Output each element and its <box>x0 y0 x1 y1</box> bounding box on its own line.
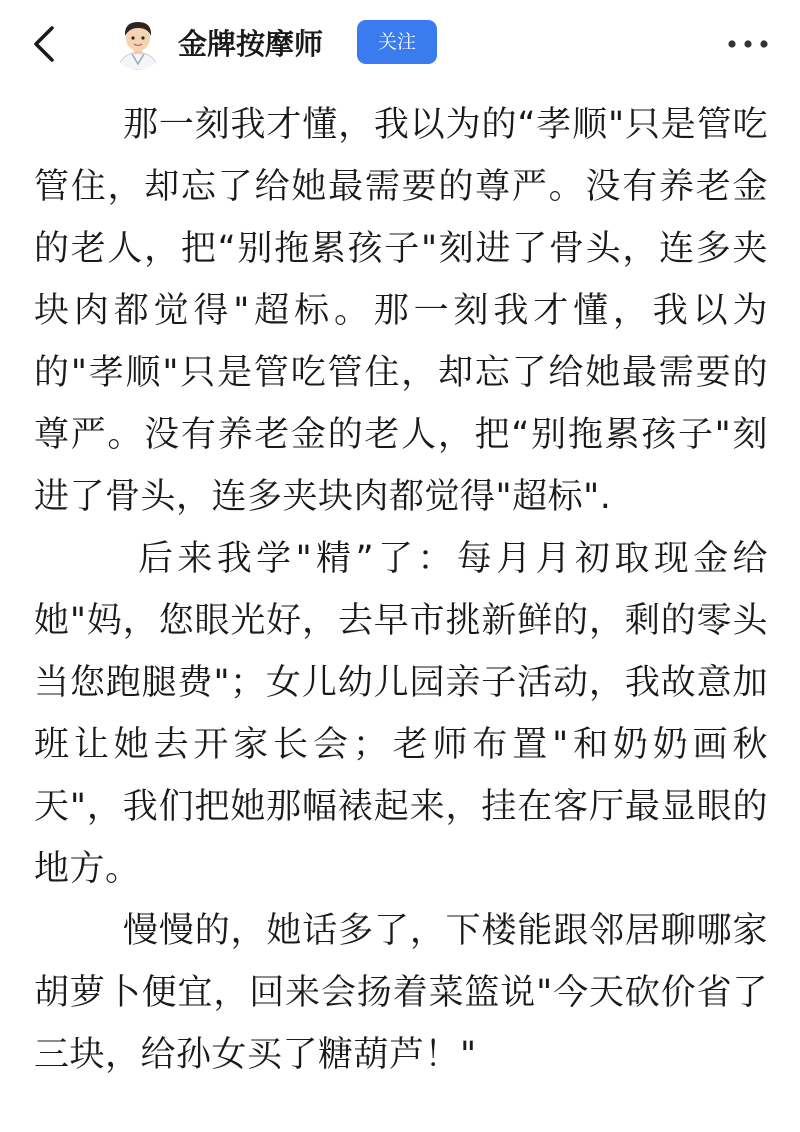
follow-button[interactable]: 关注 <box>357 20 437 64</box>
more-button[interactable] <box>722 30 774 58</box>
chevron-left-icon <box>22 20 66 68</box>
author-name[interactable]: 金牌按摩师 <box>178 27 324 61</box>
article-paragraph: 慢慢的，她话多了，下楼能跟邻居聊哪家胡萝卜便宜，回来会扬着菜篮说"今天砍价省了三块，给孙女买了糖葫芦！" <box>34 911 768 1075</box>
article-body <box>34 94 768 1086</box>
top-bar <box>0 0 800 88</box>
more-dots-icon <box>722 30 774 58</box>
avatar[interactable] <box>112 14 164 70</box>
back-button[interactable] <box>22 20 66 68</box>
article-paragraph: 那一刻我才懂，我以为的“孝顺"只是管吃管住，却忘了给她最需要的尊严。没有养老金的老人，把“别拖累孩子"刻进了骨头，连多夹块肉都觉得"超标。那一刻我才懂，我以为的"孝顺"只是管吃管住，却忘了给她最需要的尊严。没有养老金的老人，把“别拖累孩子"刻进了骨头，连多夹块肉都觉得"超标". <box>34 105 768 517</box>
article-paragraph: 后来我学"精”了：每月月初取现金给她"妈，您眼光好，去早市挑新鲜的，剩的零头当您跑腿费"；女儿幼儿园亲子活动，我故意加班让她去开家长会；老师布置"和奶奶画秋天"，我们把她那幅裱起来，挂在客厅最显眼的地方。 <box>34 539 768 889</box>
cartoon-doctor-avatar-icon <box>112 14 164 70</box>
